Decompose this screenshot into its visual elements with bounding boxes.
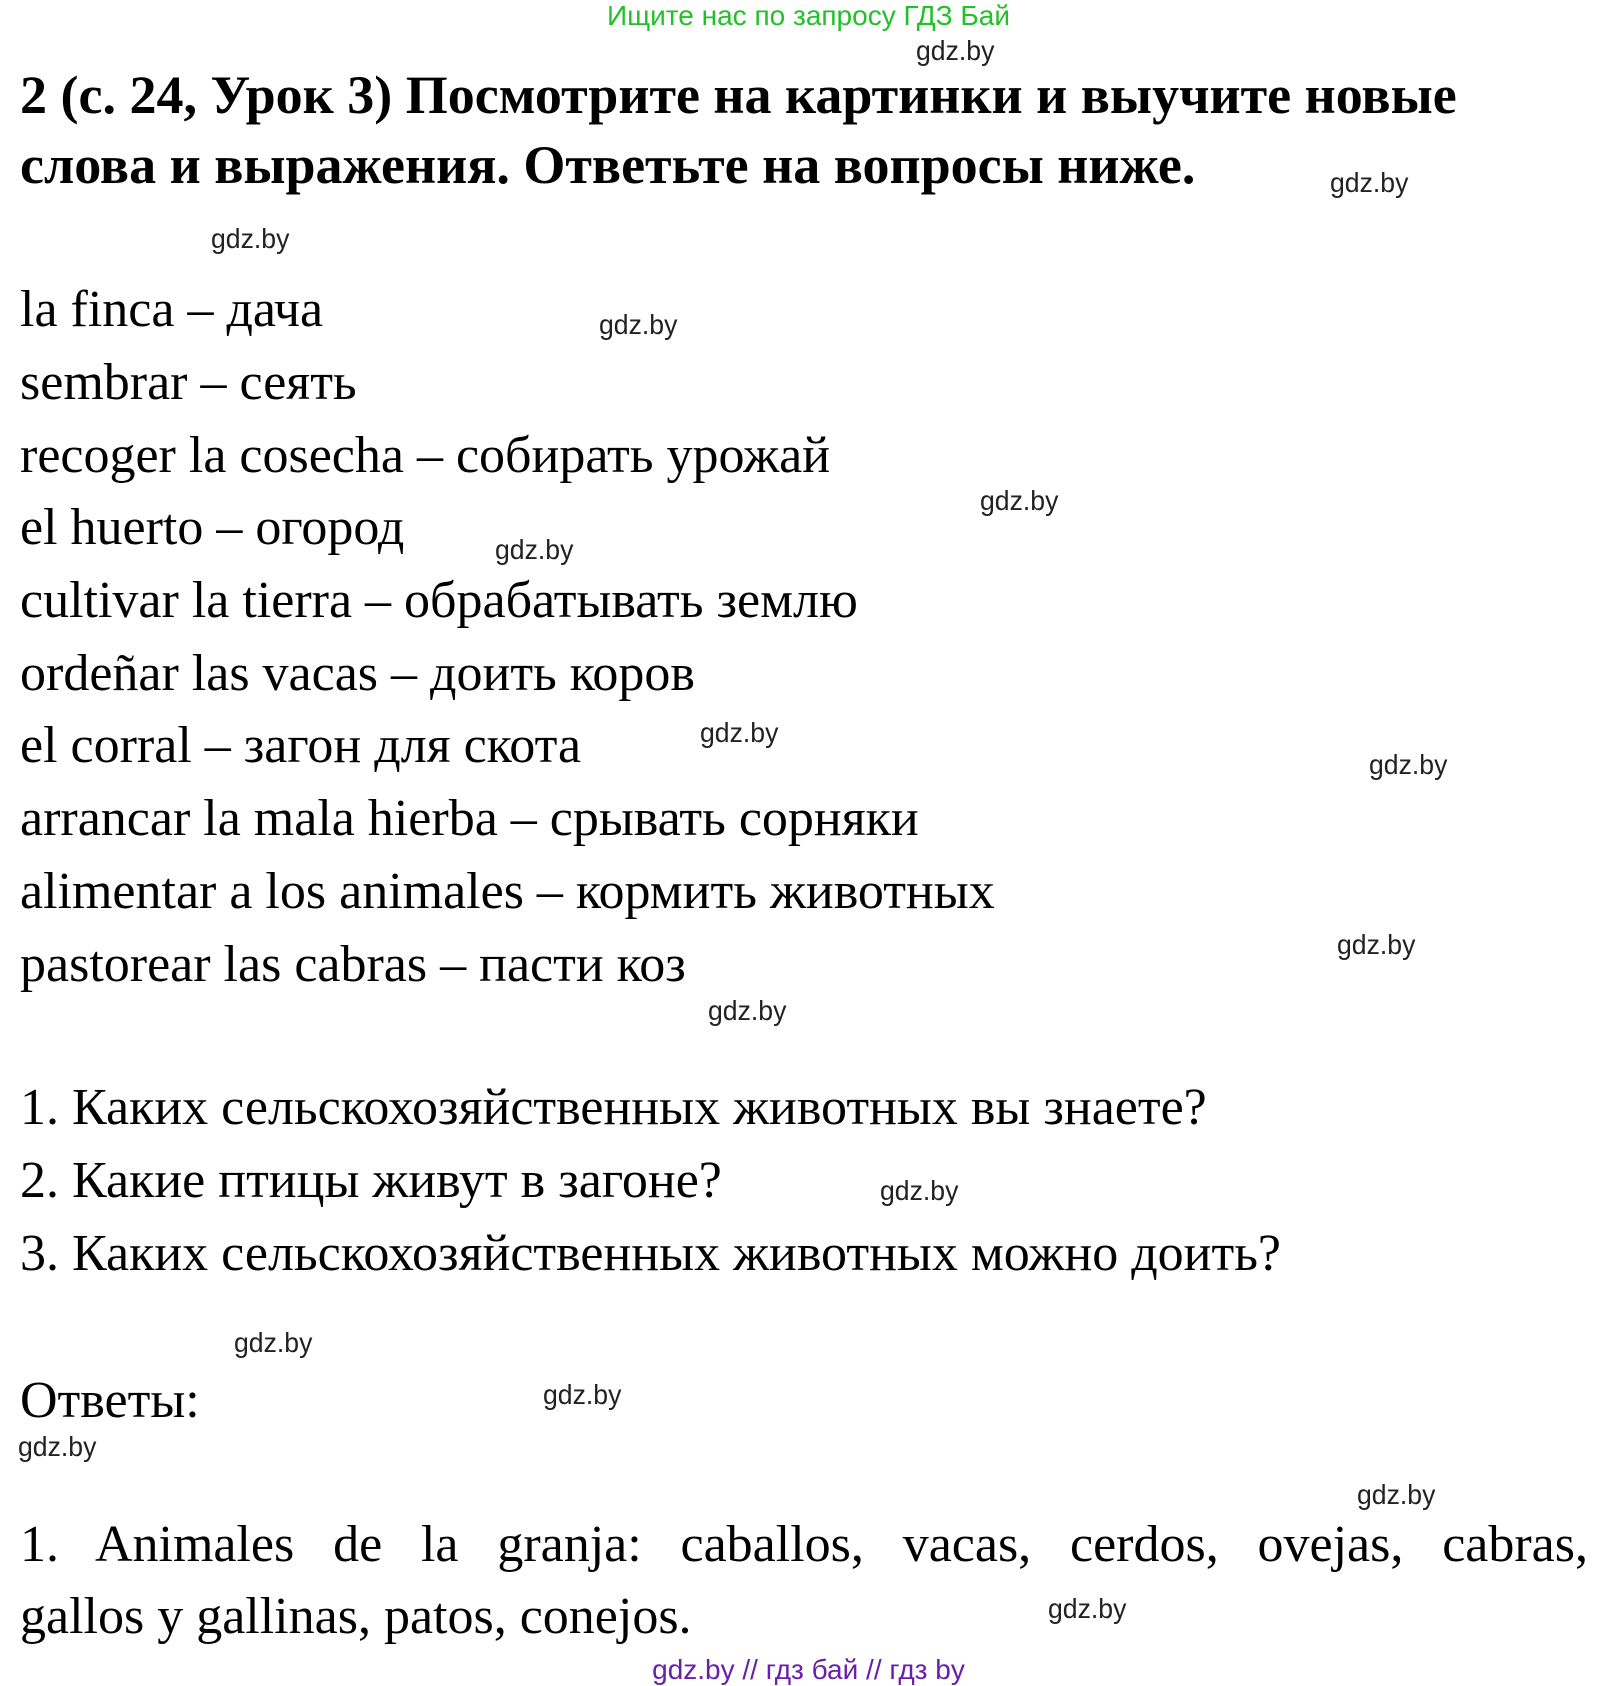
watermark: gdz.by <box>1369 749 1448 780</box>
watermark: gdz.by <box>1048 1593 1127 1624</box>
vocab-item: arrancar la mala hierba – срывать сорняки <box>20 790 919 847</box>
promo-banner[interactable]: Ищите нас по запросу ГДЗ Бай <box>606 0 1011 31</box>
task-title-line-1: 2 (с. 24, Урок 3) Посмотрите на картинки и выучите новые <box>20 65 1457 125</box>
watermark: gdz.by <box>980 485 1059 516</box>
watermark: gdz.by <box>543 1379 622 1410</box>
watermark: gdz.by <box>1337 929 1416 960</box>
question-item: 2. Какие птицы живут в загоне? <box>20 1152 722 1209</box>
watermark: gdz.by <box>916 35 995 66</box>
question-item: 1. Каких сельскохозяйственных животных вы знаете? <box>20 1079 1207 1136</box>
answer-line-2: gallos y gallinas, patos, conejos. <box>20 1588 692 1645</box>
vocab-item: recoger la cosecha – собирать урожай <box>20 427 831 484</box>
vocab-item: alimentar a los animales – кормить животных <box>20 863 995 920</box>
footer-links[interactable]: gdz.by // гдз бай // гдз by <box>652 1654 965 1685</box>
watermark: gdz.by <box>1357 1479 1436 1510</box>
watermark: gdz.by <box>18 1431 97 1462</box>
answer-line-1: 1. Animales de la granja: caballos, vacas, cerdos, ovejas, cabras, <box>20 1516 1588 1573</box>
vocab-item: cultivar la tierra – обрабатывать землю <box>20 572 858 629</box>
question-item: 3. Каких сельскохозяйственных животных можно доить? <box>20 1225 1281 1282</box>
vocab-item: el corral – загон для скота <box>20 717 582 774</box>
vocab-item: pastorear las cabras – пасти коз <box>20 936 686 993</box>
task-title-line-2: слова и выражения. Ответьте на вопросы ниже. <box>20 135 1196 195</box>
watermark: gdz.by <box>495 534 574 565</box>
watermark: gdz.by <box>708 995 787 1026</box>
watermark: gdz.by <box>211 223 290 254</box>
watermark: gdz.by <box>234 1327 313 1358</box>
vocab-item: la finca – дача <box>20 281 324 338</box>
watermark: gdz.by <box>1330 167 1409 198</box>
vocab-item: ordeñar las vacas – доить коров <box>20 645 695 702</box>
watermark: gdz.by <box>700 717 779 748</box>
watermark: gdz.by <box>880 1175 959 1206</box>
watermark: gdz.by <box>599 309 678 340</box>
vocab-item: sembrar – сеять <box>20 354 357 411</box>
vocab-item: el huerto – огород <box>20 499 405 556</box>
answers-heading: Ответы: <box>20 1372 200 1429</box>
